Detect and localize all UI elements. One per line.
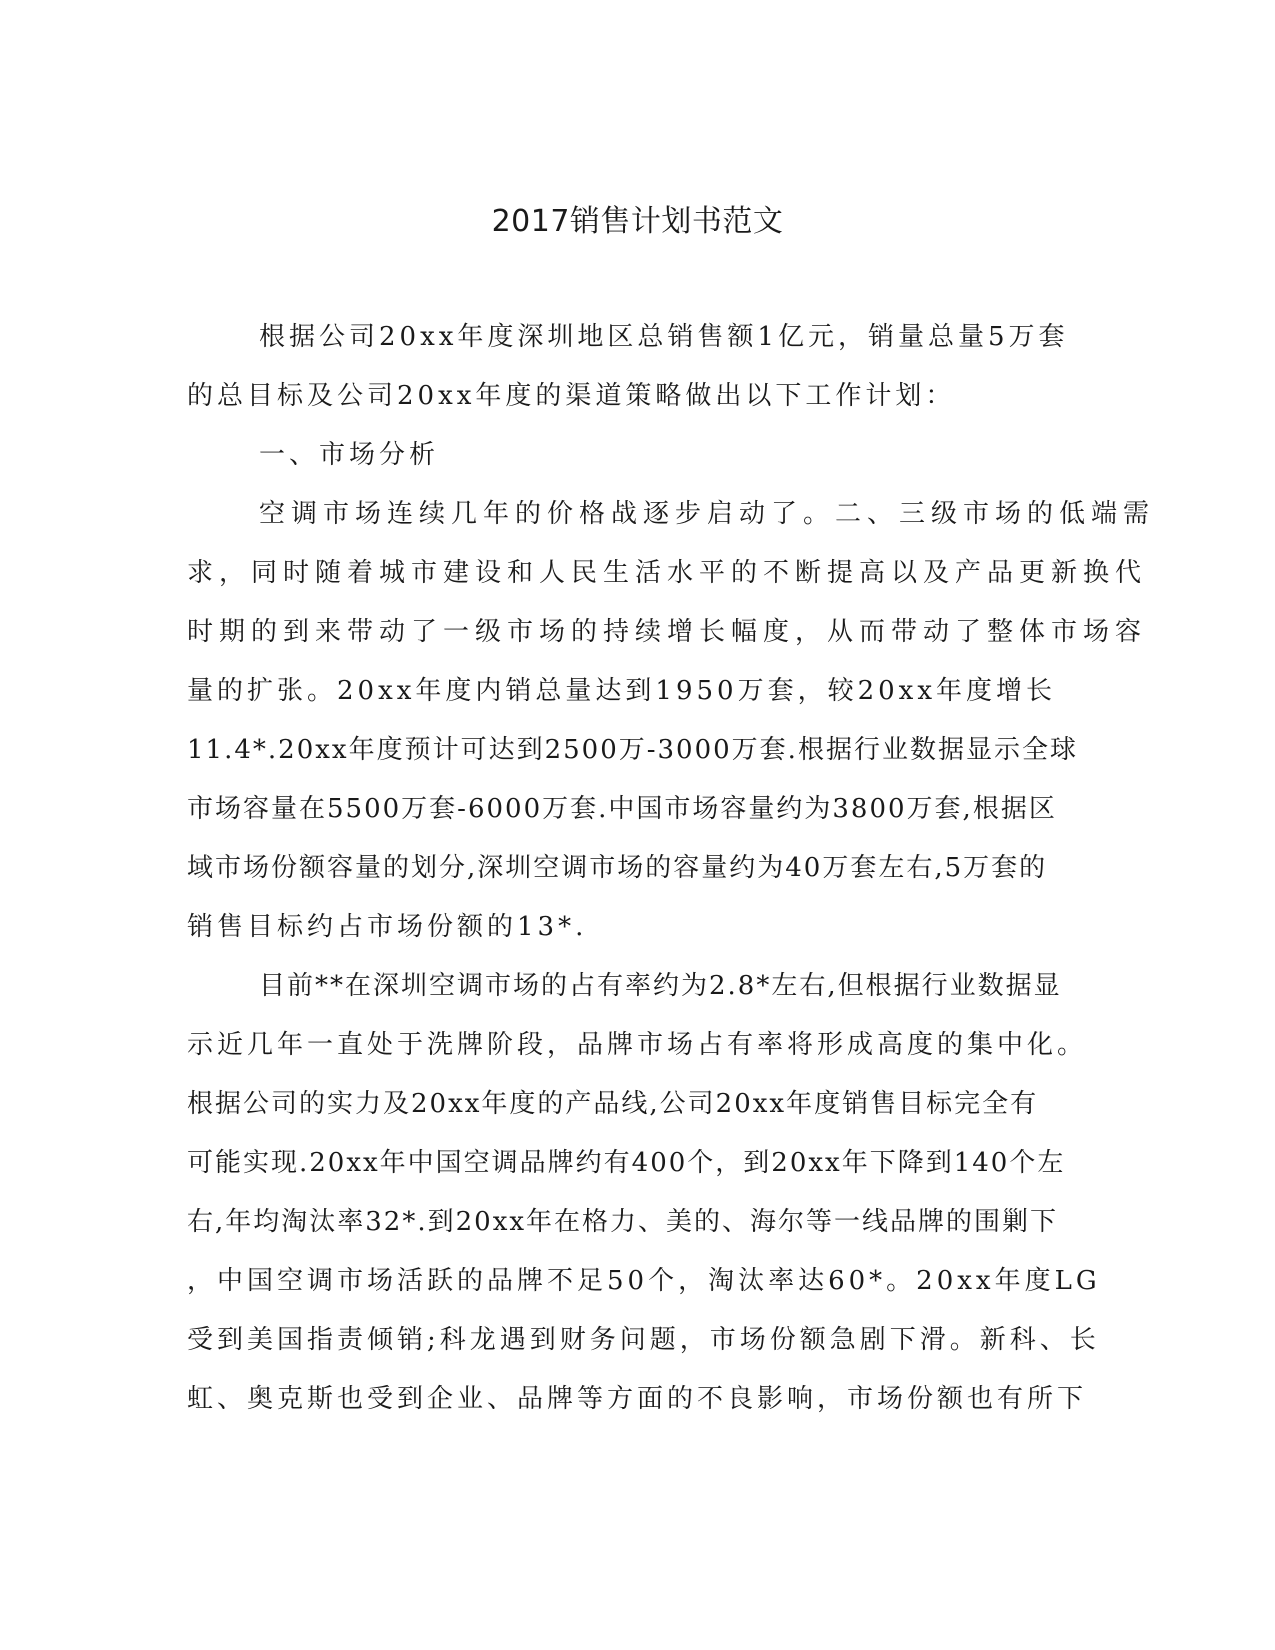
document-title: 2017销售计划书范文 <box>491 204 784 239</box>
paragraph-line: 虹、奥克斯也受到企业、品牌等方面的不良影响，市场份额也有所下 <box>187 1384 1088 1414</box>
paragraph-line: 可能实现.20xx年中国空调品牌约有400个，到20xx年下降到140个左 <box>187 1148 1066 1178</box>
paragraph-line: 右,年均淘汰率32*.到20xx年在格力、美的、海尔等一线品牌的围剿下 <box>187 1207 1059 1237</box>
paragraph-line: ，中国空调市场活跃的品牌不足50个，淘汰率达60*。20xx年度LG <box>187 1266 1101 1296</box>
section-heading: 一、市场分析 <box>259 440 440 470</box>
paragraph-line: 域市场份额容量的划分,深圳空调市场的容量约为40万套左右,5万套的 <box>187 853 1048 883</box>
paragraph-line: 市场容量在5500万套-6000万套.中国市场容量约为3800万套,根据区 <box>187 794 1057 824</box>
paragraph-line: 量的扩张。20xx年度内销总量达到1950万套，较20xx年度增长 <box>187 676 1056 706</box>
paragraph-line: 销售目标约占市场份额的13*. <box>187 912 588 942</box>
paragraph-line: 的总目标及公司20xx年度的渠道策略做出以下工作计划： <box>187 381 956 411</box>
paragraph-line: 目前**在深圳空调市场的占有率约为2.8*左右,但根据行业数据显 <box>259 971 1062 1001</box>
paragraph-line: 11.4*.20xx年度预计可达到2500万-3000万套.根据行业数据显示全球 <box>187 735 1078 765</box>
paragraph-line: 时期的到来带动了一级市场的持续增长幅度，从而带动了整体市场容 <box>187 617 1148 647</box>
paragraph-line: 受到美国指责倾销;科龙遇到财务问题，市场份额急剧下滑。新科、长 <box>187 1325 1100 1355</box>
paragraph-line: 根据公司的实力及20xx年度的产品线,公司20xx年度销售目标完全有 <box>187 1089 1039 1119</box>
paragraph-line: 空调市场连续几年的价格战逐步启动了。二、三级市场的低端需 <box>259 499 1156 529</box>
paragraph-line: 求，同时随着城市建设和人民生活水平的不断提高以及产品更新换代 <box>187 558 1148 588</box>
paragraph-line: 根据公司20xx年度深圳地区总销售额1亿元，销量总量5万套 <box>259 322 1069 352</box>
paragraph-line: 示近几年一直处于洗牌阶段，品牌市场占有率将形成高度的集中化。 <box>187 1030 1088 1060</box>
